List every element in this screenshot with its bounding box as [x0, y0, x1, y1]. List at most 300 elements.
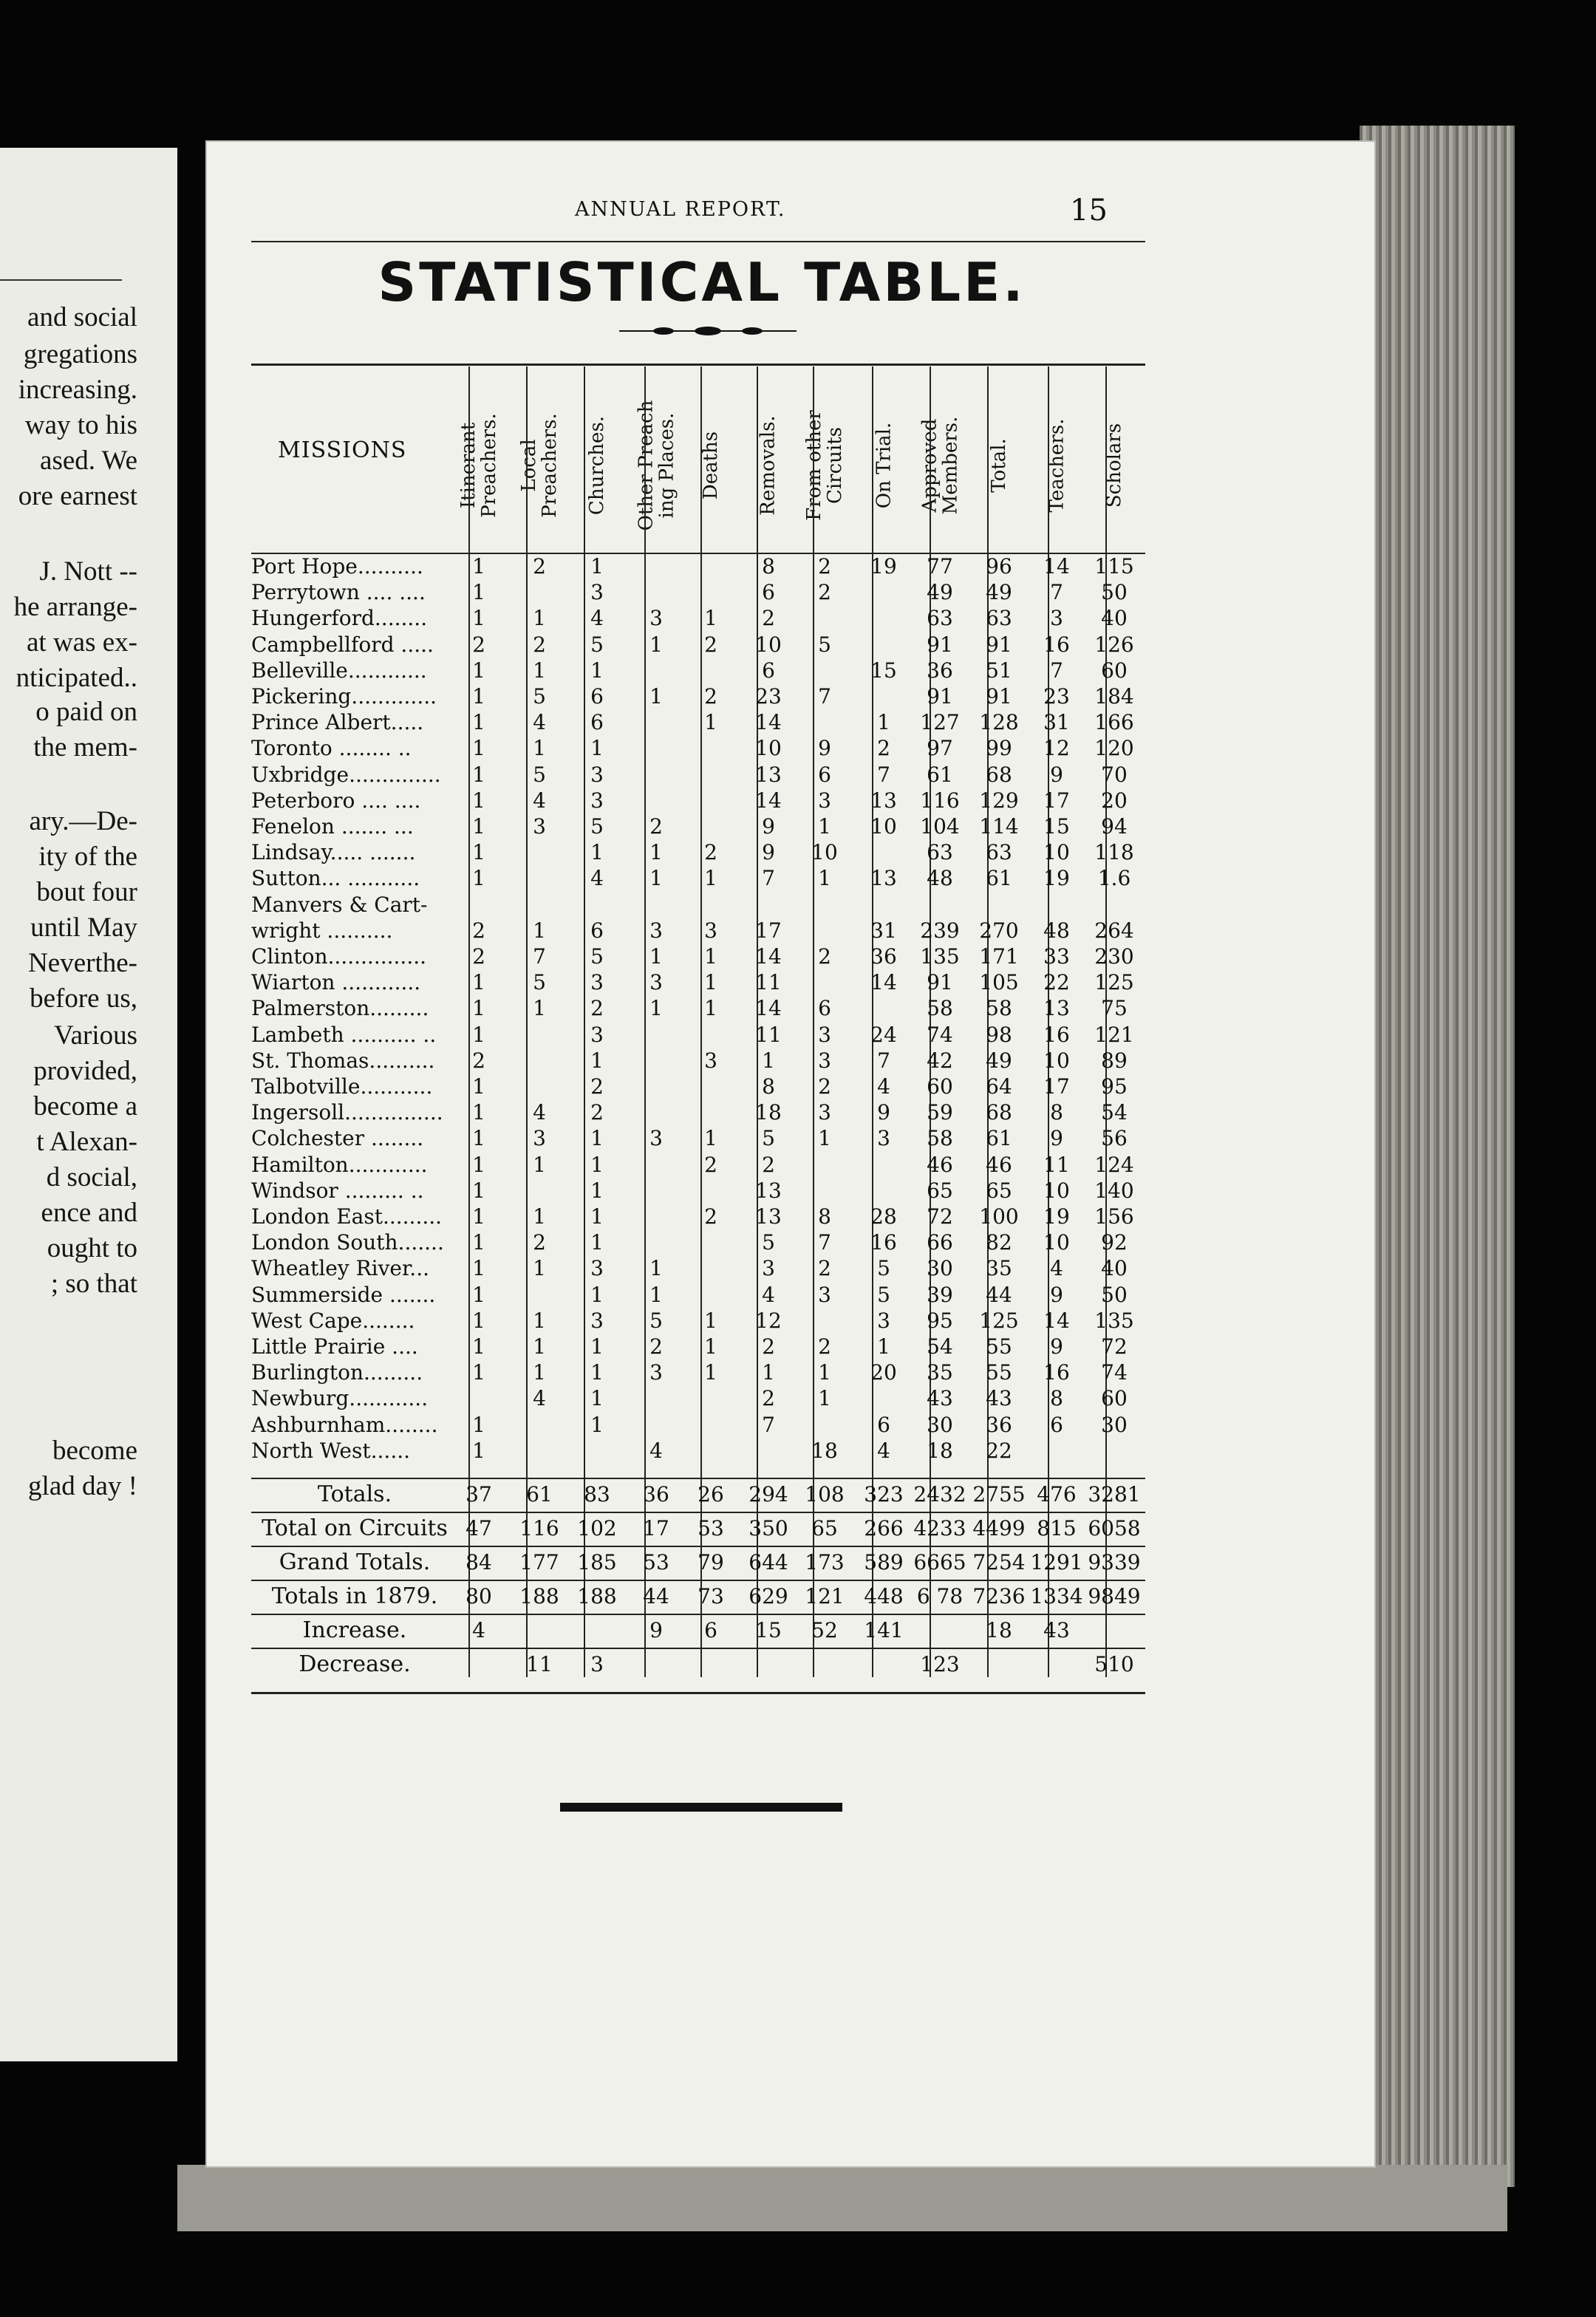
- table-cell: 2: [533, 632, 546, 657]
- table-cell: 98: [986, 1022, 1012, 1047]
- totals-cell: 629: [748, 1584, 788, 1608]
- table-cell: 230: [1094, 944, 1134, 969]
- totals-cell: 350: [748, 1516, 788, 1540]
- column-header-label: Itinerant Preachers.: [457, 413, 501, 518]
- facing-page-line: the mem-: [33, 732, 137, 762]
- table-cell: 20: [870, 1360, 897, 1385]
- table-cell: 1: [818, 1360, 831, 1385]
- table-cell: 1: [704, 866, 717, 891]
- table-cell: 2: [704, 684, 717, 709]
- totals-label: Totals in 1879.: [271, 1583, 438, 1609]
- table-cell: 1: [590, 1412, 604, 1437]
- table-cell: 2: [533, 1230, 546, 1255]
- table-cell: 129: [979, 788, 1019, 813]
- mission-name: Peterboro .... ....: [251, 788, 421, 813]
- facing-page-line: ary.—De-: [29, 806, 137, 836]
- table-cell: 82: [986, 1230, 1012, 1255]
- column-header-label: From other Circuits: [803, 410, 847, 521]
- totals-cell: 3281: [1088, 1482, 1141, 1506]
- table-cell: 1: [704, 1308, 717, 1333]
- table-cell: 104: [920, 814, 960, 839]
- table-bottom-rule: [251, 1692, 1145, 1694]
- totals-cell: 37: [466, 1482, 492, 1506]
- table-cell: 1: [590, 658, 604, 683]
- facing-page-line: t Alexan-: [36, 1127, 137, 1157]
- table-cell: 74: [1101, 1360, 1128, 1385]
- table-cell: 72: [927, 1204, 953, 1229]
- table-cell: 3: [590, 1256, 604, 1281]
- table-cell: 1: [472, 1152, 485, 1177]
- table-cell: 2: [590, 1074, 604, 1099]
- table-cell: 3: [818, 788, 831, 813]
- table-cell: 6: [590, 710, 604, 735]
- totals-cell: 26: [698, 1482, 724, 1506]
- table-cell: 171: [979, 944, 1019, 969]
- table-cell: 50: [1101, 1282, 1128, 1307]
- table-cell: 1: [472, 1360, 485, 1385]
- column-header: [514, 380, 565, 551]
- table-cell: 5: [877, 1256, 890, 1281]
- table-cell: 68: [986, 1100, 1012, 1125]
- table-cell: 1: [472, 1412, 485, 1437]
- table-cell: 1: [818, 1386, 831, 1411]
- table-cell: 3: [649, 606, 663, 631]
- table-cell: 127: [920, 710, 960, 735]
- totals-cell: 185: [577, 1550, 617, 1574]
- table-cell: 15: [1043, 814, 1070, 839]
- totals-label: Decrease.: [299, 1651, 411, 1677]
- totals-cell: 9339: [1088, 1550, 1141, 1574]
- totals-cell: 80: [466, 1584, 492, 1608]
- table-cell: 63: [986, 606, 1012, 631]
- table-cell: 7: [818, 1230, 831, 1255]
- table-cell: 7: [762, 866, 775, 891]
- table-cell: 9: [1050, 1126, 1063, 1151]
- table-cell: 48: [927, 866, 953, 891]
- table-cell: 2: [818, 1256, 831, 1281]
- table-cell: 184: [1094, 684, 1134, 709]
- table-cell: 1: [472, 1334, 485, 1359]
- table-cell: 1: [590, 1386, 604, 1411]
- table-cell: 2: [472, 632, 485, 657]
- table-cell: 5: [762, 1230, 775, 1255]
- totals-cell: 644: [748, 1550, 788, 1574]
- totals-cell: 47: [466, 1516, 492, 1540]
- table-cell: 5: [590, 944, 604, 969]
- column-header: [1088, 380, 1140, 551]
- table-cell: 5: [762, 1126, 775, 1151]
- table-cell: 2: [704, 840, 717, 865]
- mission-name: Fenelon ....... ...: [251, 814, 414, 839]
- mission-name: Lindsay..... .......: [251, 840, 416, 865]
- table-cell: 11: [755, 1022, 782, 1047]
- table-cell: 7: [877, 1048, 890, 1073]
- table-cell: 36: [927, 658, 953, 683]
- table-cell: 2: [762, 606, 775, 631]
- mission-name: Campbellford .....: [251, 632, 434, 657]
- column-header-label: On Trial.: [873, 422, 895, 509]
- table-cell: 17: [1043, 788, 1070, 813]
- table-cell: 18: [811, 1438, 838, 1463]
- table-cell: 2: [533, 554, 546, 579]
- table-cell: 22: [986, 1438, 1012, 1463]
- totals-cell: 108: [805, 1482, 845, 1506]
- table-cell: 8: [818, 1204, 831, 1229]
- table-cell: 30: [927, 1412, 953, 1437]
- column-header: [685, 380, 737, 551]
- table-cell: 58: [927, 1126, 953, 1151]
- mission-name: Hamilton............: [251, 1152, 428, 1177]
- table-cell: 8: [762, 554, 775, 579]
- table-cell: 1: [649, 632, 663, 657]
- table-cell: 1: [533, 918, 546, 943]
- head-rule: [251, 241, 1145, 242]
- mission-name: Talbotville...........: [251, 1074, 433, 1099]
- table-cell: 1: [472, 736, 485, 761]
- mission-name: Colchester ........: [251, 1126, 424, 1151]
- table-cell: 1: [704, 944, 717, 969]
- totals-cell: 6058: [1088, 1516, 1141, 1540]
- table-cell: 12: [755, 1308, 782, 1333]
- column-header-label: Local Preachers.: [518, 413, 562, 518]
- mission-name: West Cape........: [251, 1308, 415, 1333]
- table-cell: 36: [986, 1412, 1012, 1437]
- facing-page-line: ought to: [47, 1233, 137, 1263]
- table-cell: 1: [818, 814, 831, 839]
- table-cell: 3: [818, 1048, 831, 1073]
- facing-page-line: Neverthe-: [28, 948, 137, 978]
- totals-cell: 323: [864, 1482, 904, 1506]
- facing-page-line: and social: [27, 302, 137, 332]
- table-cell: 264: [1094, 918, 1134, 943]
- page-number: 15: [1070, 194, 1108, 228]
- table-cell: 3: [649, 1360, 663, 1385]
- table-cell: 74: [927, 1022, 953, 1047]
- table-cell: 125: [979, 1308, 1019, 1333]
- table-cell: 70: [1101, 762, 1128, 787]
- totals-cell: 1334: [1030, 1584, 1083, 1608]
- table-cell: 55: [986, 1360, 1012, 1385]
- totals-cell: 73: [698, 1584, 724, 1608]
- table-cell: 4: [533, 710, 546, 735]
- table-cell: 31: [870, 918, 897, 943]
- running-head: ANNUAL REPORT.: [575, 198, 786, 221]
- totals-cell: 266: [864, 1516, 904, 1540]
- table-cell: 1: [704, 1334, 717, 1359]
- table-cell: 89: [1101, 1048, 1128, 1073]
- column-header-label: Deaths: [700, 431, 722, 500]
- table-cell: 1: [472, 1438, 485, 1463]
- table-cell: 6: [590, 918, 604, 943]
- table-cell: 115: [1094, 554, 1134, 579]
- table-cell: 8: [762, 1074, 775, 1099]
- mission-name: Uxbridge..............: [251, 762, 441, 787]
- table-cell: 96: [986, 554, 1012, 579]
- table-cell: 5: [590, 632, 604, 657]
- table-cell: 31: [1043, 710, 1070, 735]
- facing-page-line: bout four: [36, 877, 137, 907]
- table-cell: 17: [1043, 1074, 1070, 1099]
- table-cell: 36: [870, 944, 897, 969]
- table-cell: 1: [472, 840, 485, 865]
- table-cell: 6: [762, 658, 775, 683]
- table-cell: 3: [649, 1126, 663, 1151]
- table-cell: 2: [818, 580, 831, 605]
- mission-name: St. Thomas..........: [251, 1048, 435, 1073]
- mission-name: Wheatley River...: [251, 1256, 430, 1281]
- totals-cell: 4233: [913, 1516, 966, 1540]
- table-cell: 13: [755, 1178, 782, 1203]
- mission-name: Newburg............: [251, 1386, 429, 1411]
- mission-name: Manvers & Cart-: [251, 892, 428, 917]
- table-cell: 55: [986, 1334, 1012, 1359]
- totals-cell: 173: [805, 1550, 845, 1574]
- totals-cell: 17: [643, 1516, 669, 1540]
- table-cell: 1: [472, 814, 485, 839]
- table-cell: 63: [986, 840, 1012, 865]
- facing-page-line: until May: [30, 912, 137, 943]
- table-cell: 1: [704, 710, 717, 735]
- table-cell: 75: [1101, 996, 1128, 1021]
- mission-name: Sutton... ...........: [251, 866, 420, 891]
- table-cell: 9: [1050, 762, 1063, 787]
- table-cell: 46: [986, 1152, 1012, 1177]
- table-cell: 63: [927, 840, 953, 865]
- totals-label: Increase.: [302, 1617, 407, 1643]
- table-cell: 3: [704, 918, 717, 943]
- column-header: [973, 380, 1025, 551]
- table-cell: 3: [590, 762, 604, 787]
- totals-cell: 44: [643, 1584, 669, 1608]
- table-cell: 5: [533, 762, 546, 787]
- table-cell: 46: [927, 1152, 953, 1177]
- table-cell: 1: [590, 1048, 604, 1073]
- table-cell: 4: [590, 866, 604, 891]
- facing-page-rule: [0, 279, 122, 281]
- table-cell: 91: [986, 632, 1012, 657]
- table-cell: 1: [704, 606, 717, 631]
- table-cell: 19: [1043, 866, 1070, 891]
- facing-page-line: d social,: [46, 1162, 137, 1192]
- table-cell: 1: [590, 1204, 604, 1229]
- table-cell: 99: [986, 736, 1012, 761]
- table-cell: 3: [649, 970, 663, 995]
- table-title: STATISTICAL TABLE.: [378, 251, 1026, 313]
- table-cell: 7: [1050, 580, 1063, 605]
- table-cell: 2: [649, 814, 663, 839]
- table-cell: 3: [590, 970, 604, 995]
- table-cell: 118: [1094, 840, 1134, 865]
- table-cell: 3: [590, 788, 604, 813]
- table-cell: 14: [1043, 1308, 1070, 1333]
- table-cell: 3: [590, 1022, 604, 1047]
- table-cell: 1: [590, 1282, 604, 1307]
- facing-page-line: Various: [53, 1020, 137, 1051]
- table-cell: 16: [1043, 1360, 1070, 1385]
- table-cell: 10: [755, 632, 782, 657]
- table-cell: 23: [755, 684, 782, 709]
- mission-name: Prince Albert.....: [251, 710, 424, 735]
- column-header-label: Other Preach ing Places.: [635, 400, 678, 531]
- table-cell: 121: [1094, 1022, 1134, 1047]
- table-cell: 1: [533, 1334, 546, 1359]
- totals-cell: 294: [748, 1482, 788, 1506]
- table-cell: 91: [927, 970, 953, 995]
- table-cell: 3: [704, 1048, 717, 1073]
- table-cell: 60: [1101, 658, 1128, 683]
- table-cell: 1: [533, 1204, 546, 1229]
- table-cell: 13: [755, 762, 782, 787]
- table-cell: 14: [755, 710, 782, 735]
- facing-page-line: ased. We: [40, 446, 137, 476]
- totals-cell: 11: [526, 1652, 553, 1676]
- table-cell: 1: [472, 580, 485, 605]
- table-cell: 9: [762, 814, 775, 839]
- table-cell: 1: [533, 1360, 546, 1385]
- facing-page-line: before us,: [30, 983, 137, 1014]
- totals-cell: 141: [864, 1618, 904, 1642]
- column-header: [453, 380, 505, 551]
- table-cell: 11: [755, 970, 782, 995]
- table-cell: 4: [533, 788, 546, 813]
- table-cell: 1: [472, 684, 485, 709]
- table-cell: 91: [986, 684, 1012, 709]
- totals-cell: 53: [698, 1516, 724, 1540]
- table-cell: 16: [1043, 1022, 1070, 1047]
- table-cell: 105: [979, 970, 1019, 995]
- table-cell: 1: [472, 1022, 485, 1047]
- table-cell: 23: [1043, 684, 1070, 709]
- table-cell: 1: [590, 840, 604, 865]
- table-cell: 56: [1101, 1126, 1128, 1151]
- page-edges: [1360, 126, 1515, 2187]
- totals-cell: 188: [577, 1584, 617, 1608]
- table-cell: 4: [877, 1438, 890, 1463]
- totals-label: Grand Totals.: [279, 1549, 431, 1575]
- table-cell: 6: [1050, 1412, 1063, 1437]
- totals-cell: 43: [1043, 1618, 1070, 1642]
- table-cell: 66: [927, 1230, 953, 1255]
- table-cell: 1: [704, 1360, 717, 1385]
- table-cell: 128: [979, 710, 1019, 735]
- table-cell: 3: [590, 1308, 604, 1333]
- table-cell: 116: [920, 788, 960, 813]
- table-cell: 3: [1050, 606, 1063, 631]
- table-cell: 22: [1043, 970, 1070, 995]
- table-cell: 42: [927, 1048, 953, 1073]
- table-cell: 2: [762, 1386, 775, 1411]
- table-cell: 54: [927, 1334, 953, 1359]
- facing-page-line: gregations: [23, 339, 137, 369]
- table-cell: 5: [533, 970, 546, 995]
- table-cell: 126: [1094, 632, 1134, 657]
- table-cell: 2: [704, 1204, 717, 1229]
- table-cell: 65: [927, 1178, 953, 1203]
- totals-cell: 7236: [972, 1584, 1026, 1608]
- table-cell: 18: [755, 1100, 782, 1125]
- table-cell: 2: [472, 918, 485, 943]
- table-cell: 2: [649, 1334, 663, 1359]
- table-cell: 77: [927, 554, 953, 579]
- table-cell: 72: [1101, 1334, 1128, 1359]
- totals-cell: 476: [1037, 1482, 1077, 1506]
- totals-cell: 6665: [913, 1550, 966, 1574]
- table-cell: 10: [1043, 1178, 1070, 1203]
- table-cell: 54: [1101, 1100, 1128, 1125]
- table-cell: 1: [533, 1308, 546, 1333]
- table-cell: 6: [818, 762, 831, 787]
- table-cell: 1: [649, 996, 663, 1021]
- table-cell: 1: [704, 970, 717, 995]
- table-cell: 1: [472, 762, 485, 787]
- mission-name: Lambeth .......... ..: [251, 1022, 437, 1047]
- facing-page-line: ore earnest: [18, 481, 137, 511]
- table-cell: 4: [533, 1100, 546, 1125]
- table-cell: 1: [649, 1256, 663, 1281]
- mission-name: Ingersoll...............: [251, 1100, 443, 1125]
- totals-cell: 510: [1094, 1652, 1134, 1676]
- totals-cell: 102: [577, 1516, 617, 1540]
- totals-cell: 79: [698, 1550, 724, 1574]
- table-cell: 10: [1043, 1048, 1070, 1073]
- mission-name: Windsor ......... ..: [251, 1178, 424, 1203]
- table-cell: 3: [762, 1256, 775, 1281]
- table-cell: 6: [818, 996, 831, 1021]
- column-header-label: Churches.: [586, 415, 608, 516]
- table-cell: 68: [986, 762, 1012, 787]
- mission-name: Pickering.............: [251, 684, 437, 709]
- table-cell: 114: [979, 814, 1019, 839]
- mission-name: Summerside .......: [251, 1282, 436, 1307]
- table-cell: 1: [533, 996, 546, 1021]
- table-top-rule: [251, 364, 1145, 366]
- table-cell: 1: [472, 788, 485, 813]
- mission-name: wright ..........: [251, 918, 393, 943]
- table-cell: 10: [1043, 1230, 1070, 1255]
- totals-cell: 188: [519, 1584, 559, 1608]
- table-cell: 1: [649, 840, 663, 865]
- table-cell: 4: [1050, 1256, 1063, 1281]
- table-cell: 65: [986, 1178, 1012, 1203]
- table-cell: 1: [590, 1230, 604, 1255]
- table-cell: 13: [755, 1204, 782, 1229]
- mission-name: London South.......: [251, 1230, 444, 1255]
- table-cell: 6: [590, 684, 604, 709]
- column-header: [571, 380, 623, 551]
- totals-cell: 53: [643, 1550, 669, 1574]
- table-cell: 12: [1043, 736, 1070, 761]
- table-cell: 2: [704, 632, 717, 657]
- table-cell: 1: [533, 1256, 546, 1281]
- table-cell: 1: [649, 684, 663, 709]
- table-cell: 6: [762, 580, 775, 605]
- column-header-label: Removals.: [757, 415, 780, 516]
- table-cell: 61: [986, 866, 1012, 891]
- table-cell: 9: [762, 840, 775, 865]
- table-cell: 4: [533, 1386, 546, 1411]
- facing-page-line: increasing.: [18, 375, 137, 405]
- table-cell: 1: [590, 1334, 604, 1359]
- facing-page-line: at was ex-: [27, 627, 137, 658]
- table-cell: 14: [755, 996, 782, 1021]
- table-cell: 3: [818, 1100, 831, 1125]
- column-header-label: Teachers.: [1046, 418, 1068, 513]
- totals-label: Totals.: [317, 1481, 392, 1507]
- table-cell: 1: [533, 1152, 546, 1177]
- table-cell: 1: [472, 554, 485, 579]
- mission-name: North West......: [251, 1438, 411, 1463]
- table-cell: 1: [472, 996, 485, 1021]
